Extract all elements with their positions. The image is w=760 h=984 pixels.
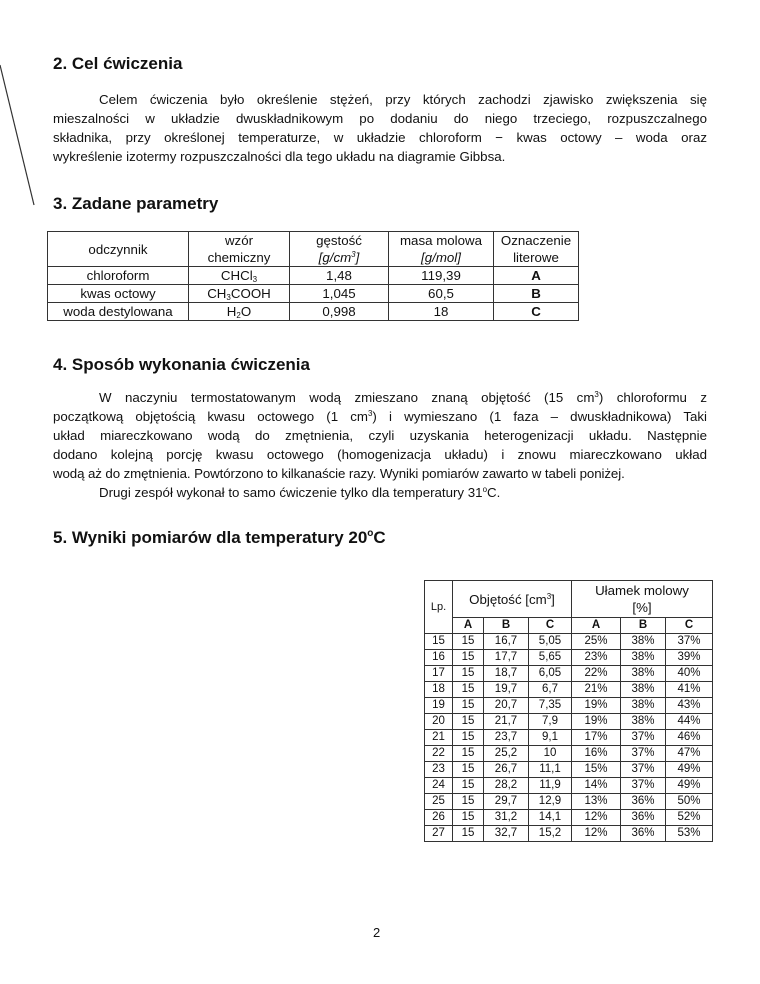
cell-value: 41% [666, 682, 713, 698]
cell-value: 25% [572, 634, 621, 650]
table-row [425, 650, 713, 666]
cell-value: 47% [666, 746, 713, 762]
table-row [48, 267, 579, 285]
cell-value: 36% [621, 794, 666, 810]
results-table [424, 580, 713, 842]
cell-value: 6,7 [529, 682, 572, 698]
cell-value: 15 [453, 666, 484, 682]
table-row [425, 810, 713, 826]
cell-formula: $H_2O$ [189, 303, 290, 321]
cell-value: 52% [666, 810, 713, 826]
subheader-b: B [621, 618, 666, 634]
cell-molar-mass: 119,39 [389, 267, 494, 285]
table-row [425, 698, 713, 714]
cell-formula: CHCl$_3$ [189, 267, 290, 285]
cell-value: 21,7 [484, 714, 529, 730]
header-text: wzór [224, 233, 254, 248]
cell-value: 15 [453, 826, 484, 842]
cell-value: 19% [572, 698, 621, 714]
header-volume: Objętość $[cm^3]$ [453, 581, 572, 618]
table-subheader-row [425, 618, 713, 634]
cell-lp: 24 [425, 778, 453, 794]
cell-value: 19% [572, 714, 621, 730]
table-row [425, 634, 713, 650]
cell-value: 15,2 [529, 826, 572, 842]
cell-lp: 25 [425, 794, 453, 810]
cell-lp: 19 [425, 698, 453, 714]
cell-value: 5,05 [529, 634, 572, 650]
cell-value: 15 [453, 810, 484, 826]
table-row [425, 778, 713, 794]
table-row [425, 794, 713, 810]
header-density [290, 232, 389, 267]
cell-value: 49% [666, 778, 713, 794]
cell-lp: 21 [425, 730, 453, 746]
cell-value: 38% [621, 634, 666, 650]
cell-letter: B [494, 285, 579, 303]
text-line: W naczyniu termostatowanym wodą zmieszano znaną objętość (15 $cm^3$) chloroformu z [99, 390, 708, 405]
cell-value: 50% [666, 794, 713, 810]
cell-value: 46% [666, 730, 713, 746]
cell-formula: $CH_3COOH$ [189, 285, 290, 303]
cell-value: 38% [621, 698, 666, 714]
cell-value: 16% [572, 746, 621, 762]
cell-lp: 26 [425, 810, 453, 826]
table-header-row [48, 232, 579, 267]
molar-unit: [g/mol] [421, 250, 461, 265]
section-2-heading: 2. Cel ćwiczenia [53, 54, 183, 73]
section-5-heading: 5. Wyniki pomiarów dla temperatury 20$^o$C [53, 528, 386, 547]
section-4-heading: 4. Sposób wykonania ćwiczenia [53, 355, 310, 374]
table-row [425, 682, 713, 698]
cell-value: 7,35 [529, 698, 572, 714]
cell-lp: 15 [425, 634, 453, 650]
cell-lp: 17 [425, 666, 453, 682]
margin-line-decoration [0, 0, 40, 220]
cell-reagent: kwas octowy [48, 285, 189, 303]
cell-value: 43% [666, 698, 713, 714]
cell-value: 12% [572, 826, 621, 842]
cell-lp: 18 [425, 682, 453, 698]
cell-value: 39% [666, 650, 713, 666]
cell-value: 38% [621, 666, 666, 682]
cell-value: 17,7 [484, 650, 529, 666]
section-3-heading: 3. Zadane parametry [53, 194, 219, 213]
header-text: masa molowa [399, 233, 483, 248]
cell-value: 37% [621, 762, 666, 778]
cell-lp: 27 [425, 826, 453, 842]
cell-value: 53% [666, 826, 713, 842]
section-2-paragraph [53, 90, 707, 166]
cell-value: 37% [621, 746, 666, 762]
cell-value: 26,7 [484, 762, 529, 778]
text-line: Celem ćwiczenia było określenie stężeń, przy których zachodzi zjawisko zwiększenia się [99, 92, 707, 107]
cell-value: 12,9 [529, 794, 572, 810]
table-row [425, 714, 713, 730]
text-line: mieszalności w układzie dwuskładnikowym po dodaniu do niego trzeciego, rozpuszczalnego [53, 111, 707, 126]
cell-value: 36% [621, 826, 666, 842]
subheader-c: C [666, 618, 713, 634]
cell-value: 14% [572, 778, 621, 794]
cell-value: 15 [453, 762, 484, 778]
cell-value: 28,2 [484, 778, 529, 794]
table-row [48, 285, 579, 303]
header-formula [189, 232, 290, 267]
cell-value: 15 [453, 714, 484, 730]
cell-value: 12% [572, 810, 621, 826]
cell-value: 37% [666, 634, 713, 650]
header-lp: Lp. [425, 581, 453, 634]
table-header-row [425, 581, 713, 618]
cell-value: 29,7 [484, 794, 529, 810]
table-row [425, 666, 713, 682]
cell-value: 10 [529, 746, 572, 762]
cell-value: 9,1 [529, 730, 572, 746]
cell-value: 15 [453, 682, 484, 698]
cell-value: 15 [453, 794, 484, 810]
cell-value: 15 [453, 778, 484, 794]
subheader-a: A [572, 618, 621, 634]
cell-value: 38% [621, 682, 666, 698]
table-row [48, 303, 579, 321]
cell-value: 31,2 [484, 810, 529, 826]
cell-density: 1,045 [290, 285, 389, 303]
header-text: literowe [513, 250, 559, 265]
cell-lp: 23 [425, 762, 453, 778]
header-text: gęstość [316, 233, 362, 248]
cell-reagent: chloroform [48, 267, 189, 285]
cell-value: 15 [453, 730, 484, 746]
cell-value: 38% [621, 650, 666, 666]
text-line: wodą aż do zmętnienia. Powtórzono to kilkanaście razy. Wyniki pomiarów zawarto w tabeli poniżej. [53, 466, 625, 481]
cell-value: 25,2 [484, 746, 529, 762]
cell-value: 37% [621, 730, 666, 746]
cell-value: 15 [453, 746, 484, 762]
cell-molar-mass: 60,5 [389, 285, 494, 303]
density-unit: $[g/cm^3]$ [318, 250, 360, 265]
cell-reagent: woda destylowana [48, 303, 189, 321]
cell-value: 6,05 [529, 666, 572, 682]
cell-value: 20,7 [484, 698, 529, 714]
cell-value: 14,1 [529, 810, 572, 826]
cell-value: 11,9 [529, 778, 572, 794]
parameters-table [47, 231, 579, 321]
text-line: układ miareczkowano wodą do zmętnienia, czyli uzyskania heterogenizacji układu. Następnie [53, 428, 707, 443]
header-letter [494, 232, 579, 267]
text-line: dodano kolejną porcję kwasu octowego (homogenizacja układu) i znowu miareczkowano układ [53, 447, 707, 462]
cell-value: 37% [621, 778, 666, 794]
cell-letter: C [494, 303, 579, 321]
cell-value: 40% [666, 666, 713, 682]
cell-value: 23% [572, 650, 621, 666]
subheader-c: C [529, 618, 572, 634]
cell-lp: 16 [425, 650, 453, 666]
cell-value: 22% [572, 666, 621, 682]
cell-value: 17% [572, 730, 621, 746]
header-text: Oznaczenie [500, 233, 572, 248]
subheader-a: A [453, 618, 484, 634]
cell-value: 15 [453, 634, 484, 650]
cell-value: 18,7 [484, 666, 529, 682]
header-molar-mass [389, 232, 494, 267]
cell-value: 36% [621, 810, 666, 826]
text-line: składnika, przy określonej temperaturze, w układzie chloroform − kwas octowy – woda oraz [53, 130, 707, 145]
page-number: 2 [373, 925, 381, 940]
cell-density: 1,48 [290, 267, 389, 285]
text-line: początkową objętością kwasu octowego (1 $cm^3$) i wymieszano (1 faza – dwuskładnikowa) Taki [53, 409, 707, 424]
cell-value: 19,7 [484, 682, 529, 698]
cell-value: 44% [666, 714, 713, 730]
text-line: Drugi zespół wykonał to samo ćwiczenie tylko dla temperatury 31$^o$C. [99, 485, 501, 500]
section-4-paragraph [53, 388, 707, 502]
cell-letter: A [494, 267, 579, 285]
cell-value: 15% [572, 762, 621, 778]
header-text: chemiczny [207, 250, 271, 265]
cell-value: 49% [666, 762, 713, 778]
cell-value: 23,7 [484, 730, 529, 746]
header-reagent: odczynnik [48, 232, 189, 267]
cell-value: 16,7 [484, 634, 529, 650]
cell-value: 15 [453, 698, 484, 714]
cell-value: 32,7 [484, 826, 529, 842]
cell-molar-mass: 18 [389, 303, 494, 321]
cell-value: 5,65 [529, 650, 572, 666]
cell-lp: 22 [425, 746, 453, 762]
cell-value: 15 [453, 650, 484, 666]
cell-value: 21% [572, 682, 621, 698]
table-row [425, 762, 713, 778]
cell-value: 7,9 [529, 714, 572, 730]
cell-value: 11,1 [529, 762, 572, 778]
cell-lp: 20 [425, 714, 453, 730]
subheader-b: B [484, 618, 529, 634]
table-row [425, 730, 713, 746]
cell-value: 13% [572, 794, 621, 810]
header-mole-fraction: Ułamek molowy [%] [572, 581, 713, 618]
table-row [425, 746, 713, 762]
cell-value: 38% [621, 714, 666, 730]
cell-density: 0,998 [290, 303, 389, 321]
text-line: wykreślenie izotermy rozpuszczalności dla tego układu na diagramie Gibbsa. [53, 149, 506, 164]
table-row [425, 826, 713, 842]
